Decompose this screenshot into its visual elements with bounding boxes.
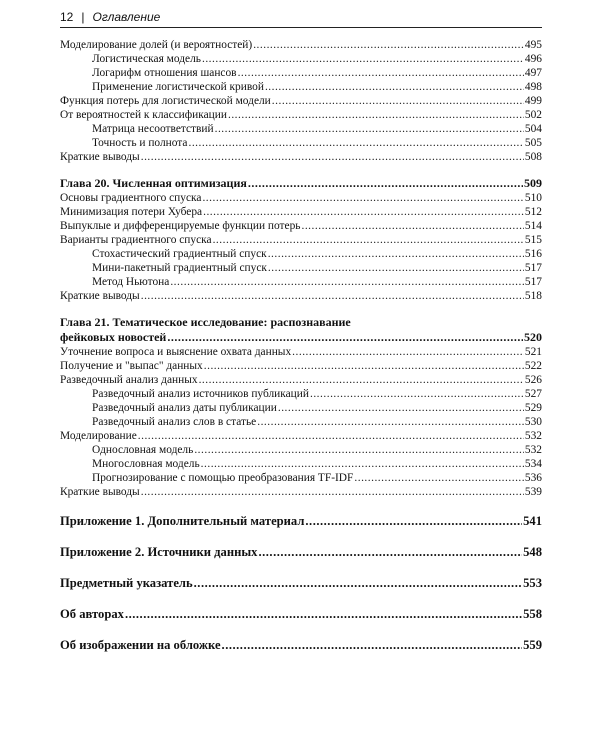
toc-subentry[interactable]	[60, 261, 542, 275]
toc-entry-title: Варианты градиентного спуска	[60, 234, 212, 246]
about-cover-page: 559	[523, 638, 542, 652]
toc-subentry[interactable]	[60, 80, 542, 94]
toc-entry-page: 529	[524, 402, 542, 414]
toc-entry[interactable]	[60, 150, 542, 164]
dot-leader	[167, 330, 523, 345]
dot-leader	[141, 485, 524, 499]
toc-entry[interactable]	[60, 205, 542, 219]
toc-entry-title: Прогнозирование с помощью преобразования TF-IDF	[92, 472, 354, 484]
toc-subentry[interactable]	[60, 247, 542, 261]
toc-entry-page: 497	[524, 67, 542, 79]
toc-entry-title: Мини-пакетный градиентный спуск	[92, 262, 267, 274]
toc-chapter-21[interactable]	[60, 330, 542, 345]
toc-entry-title: Минимизация потери Хубера	[60, 206, 203, 218]
toc-entry-page: 514	[524, 220, 542, 232]
dot-leader	[202, 191, 523, 205]
index-page: 553	[523, 576, 542, 590]
toc-entry-title: Применение логистической кривой	[92, 81, 264, 93]
toc-entry-title: Метод Ньютона	[92, 276, 170, 288]
toc-entry[interactable]	[60, 429, 542, 443]
toc-entry-title: Выпуклые и дифференцируемые функции потерь	[60, 220, 301, 232]
toc-entry-page: 522	[524, 360, 542, 372]
toc-entry-page: 517	[524, 262, 542, 274]
header-rule	[60, 27, 542, 28]
toc-entry-title: Разведочный анализ даты публикации	[92, 402, 277, 414]
dot-leader	[268, 261, 524, 275]
appendix-page: 548	[523, 545, 542, 559]
dot-leader	[305, 514, 522, 529]
toc-entry-title: Логистическая модель	[92, 53, 201, 65]
toc-entry-title: Краткие выводы	[60, 486, 140, 498]
toc-entry-page: 505	[524, 137, 542, 149]
toc-entry[interactable]	[60, 289, 542, 303]
toc-entry-page: 512	[524, 206, 542, 218]
dot-leader	[194, 443, 524, 457]
dot-leader	[292, 345, 524, 359]
dot-leader	[272, 94, 524, 108]
toc-entry-title: Разведочный анализ данных	[60, 374, 198, 386]
toc-entry-page: 495	[524, 39, 542, 51]
toc-subentry[interactable]	[60, 457, 542, 471]
dot-leader	[268, 247, 524, 261]
toc-entry[interactable]	[60, 94, 542, 108]
toc-entry-title: Разведочный анализ источников публикаций	[92, 388, 309, 400]
toc-chapter-20[interactable]	[60, 176, 542, 191]
dot-leader	[201, 457, 524, 471]
toc-subentry[interactable]	[60, 443, 542, 457]
dot-leader	[238, 66, 524, 80]
toc-entry-title: Моделирование долей (и вероятностей)	[60, 39, 253, 51]
toc-entry-page: 530	[524, 416, 542, 428]
appendix-title: Приложение 1. Дополнительный материал	[60, 514, 305, 528]
toc-entry-title: Уточнение вопроса и выяснение охвата данных	[60, 346, 292, 358]
toc-entry[interactable]	[60, 345, 542, 359]
toc-entry-page: 517	[524, 276, 542, 288]
toc-entry-page: 504	[524, 123, 542, 135]
dot-leader	[222, 638, 523, 653]
page-number: 12	[60, 10, 74, 24]
toc-entry[interactable]	[60, 233, 542, 247]
toc-entry-page: 518	[524, 290, 542, 302]
toc-subentry[interactable]	[60, 387, 542, 401]
toc-entry-title: Краткие выводы	[60, 290, 140, 302]
dot-leader	[141, 289, 524, 303]
toc-about-authors[interactable]	[60, 607, 542, 622]
dot-leader	[228, 108, 524, 122]
toc-about-cover[interactable]	[60, 638, 542, 653]
toc-entry-page: 539	[524, 486, 542, 498]
dot-leader	[188, 136, 523, 150]
toc-entry[interactable]	[60, 485, 542, 499]
chapter-page: 509	[524, 176, 542, 190]
toc-subentry[interactable]	[60, 401, 542, 415]
toc-subentry[interactable]	[60, 275, 542, 289]
dot-leader	[125, 607, 522, 622]
toc-entry[interactable]	[60, 359, 542, 373]
toc-subentry[interactable]	[60, 66, 542, 80]
dot-leader	[258, 545, 522, 560]
chapter-title: Глава 20. Численная оптимизация	[60, 176, 247, 190]
chapter-page: 520	[524, 330, 542, 344]
toc-entry-title: Стохастический градиентный спуск	[92, 248, 267, 260]
toc-entry-title: Однословная модель	[92, 444, 194, 456]
toc-entry[interactable]	[60, 38, 542, 52]
toc-entry-page: 499	[524, 95, 542, 107]
toc-entry-page: 508	[524, 151, 542, 163]
dot-leader	[265, 80, 524, 94]
toc-subentry[interactable]	[60, 415, 542, 429]
toc-entry-title: Матрица несоответствий	[92, 123, 214, 135]
toc-entry-title: Моделирование	[60, 430, 137, 442]
dot-leader	[141, 150, 524, 164]
dot-leader	[253, 38, 524, 52]
dot-leader	[199, 373, 524, 387]
toc-entry-page: 498	[524, 81, 542, 93]
toc-entry[interactable]	[60, 219, 542, 233]
dot-leader	[257, 415, 524, 429]
toc-entry-title: Функция потерь для логистической модели	[60, 95, 271, 107]
toc-appendix-1[interactable]	[60, 514, 542, 529]
toc-index[interactable]	[60, 576, 542, 591]
toc-entry-page: 532	[524, 430, 542, 442]
dot-leader	[170, 275, 524, 289]
toc-entry-title: Получение и "выпас" данных	[60, 360, 203, 372]
about-cover-title: Об изображении на обложке	[60, 638, 221, 652]
toc-entry-page: 536	[524, 472, 542, 484]
chapter-21-title-line1[interactable]: Глава 21. Тематическое исследование: распознавание	[60, 315, 351, 329]
toc-entry-page: 534	[524, 458, 542, 470]
dot-leader	[203, 205, 524, 219]
toc-entry-title: От вероятностей к классификации	[60, 109, 227, 121]
toc-entry-page: 496	[524, 53, 542, 65]
dot-leader	[138, 429, 524, 443]
dot-leader	[213, 233, 524, 247]
toc-entry-page: 510	[524, 192, 542, 204]
toc-entry-page: 515	[524, 234, 542, 246]
toc-subentry[interactable]	[60, 136, 542, 150]
toc-entry[interactable]	[60, 108, 542, 122]
toc-entry-title: Логарифм отношения шансов	[92, 67, 237, 79]
index-title: Предметный указатель	[60, 576, 193, 590]
toc-entry[interactable]	[60, 191, 542, 205]
toc-subentry[interactable]	[60, 122, 542, 136]
toc-entry-page: 521	[524, 346, 542, 358]
dot-leader	[215, 122, 524, 136]
dot-leader	[202, 52, 524, 66]
toc-entry-page: 527	[524, 388, 542, 400]
dot-leader	[310, 387, 524, 401]
about-authors-title: Об авторах	[60, 607, 124, 621]
toc-entry-page: 516	[524, 248, 542, 260]
dot-leader	[248, 176, 523, 191]
toc-entry-page: 532	[524, 444, 542, 456]
table-of-contents	[60, 38, 542, 653]
dot-leader	[278, 401, 524, 415]
header-title: Оглавление	[92, 10, 161, 24]
toc-entry-page: 502	[524, 109, 542, 121]
toc-entry-title: Многословная модель	[92, 458, 200, 470]
toc-entry-title: Разведочный анализ слов в статье	[92, 416, 257, 428]
toc-entry-title: Краткие выводы	[60, 151, 140, 163]
toc-entry-page: 526	[524, 374, 542, 386]
appendix-page: 541	[523, 514, 542, 528]
running-header	[60, 10, 542, 25]
toc-subentry[interactable]	[60, 471, 542, 485]
toc-subentry[interactable]	[60, 52, 542, 66]
toc-entry[interactable]	[60, 373, 542, 387]
header-separator: |	[81, 10, 85, 24]
dot-leader	[194, 576, 522, 591]
appendix-title: Приложение 2. Источники данных	[60, 545, 258, 559]
dot-leader	[301, 219, 523, 233]
toc-entry-title: Точность и полнота	[92, 137, 188, 149]
dot-leader	[204, 359, 524, 373]
dot-leader	[354, 471, 524, 485]
about-authors-page: 558	[523, 607, 542, 621]
chapter-title-line2: фейковых новостей	[60, 330, 167, 344]
toc-appendix-2[interactable]	[60, 545, 542, 560]
toc-entry-title: Основы градиентного спуска	[60, 192, 202, 204]
